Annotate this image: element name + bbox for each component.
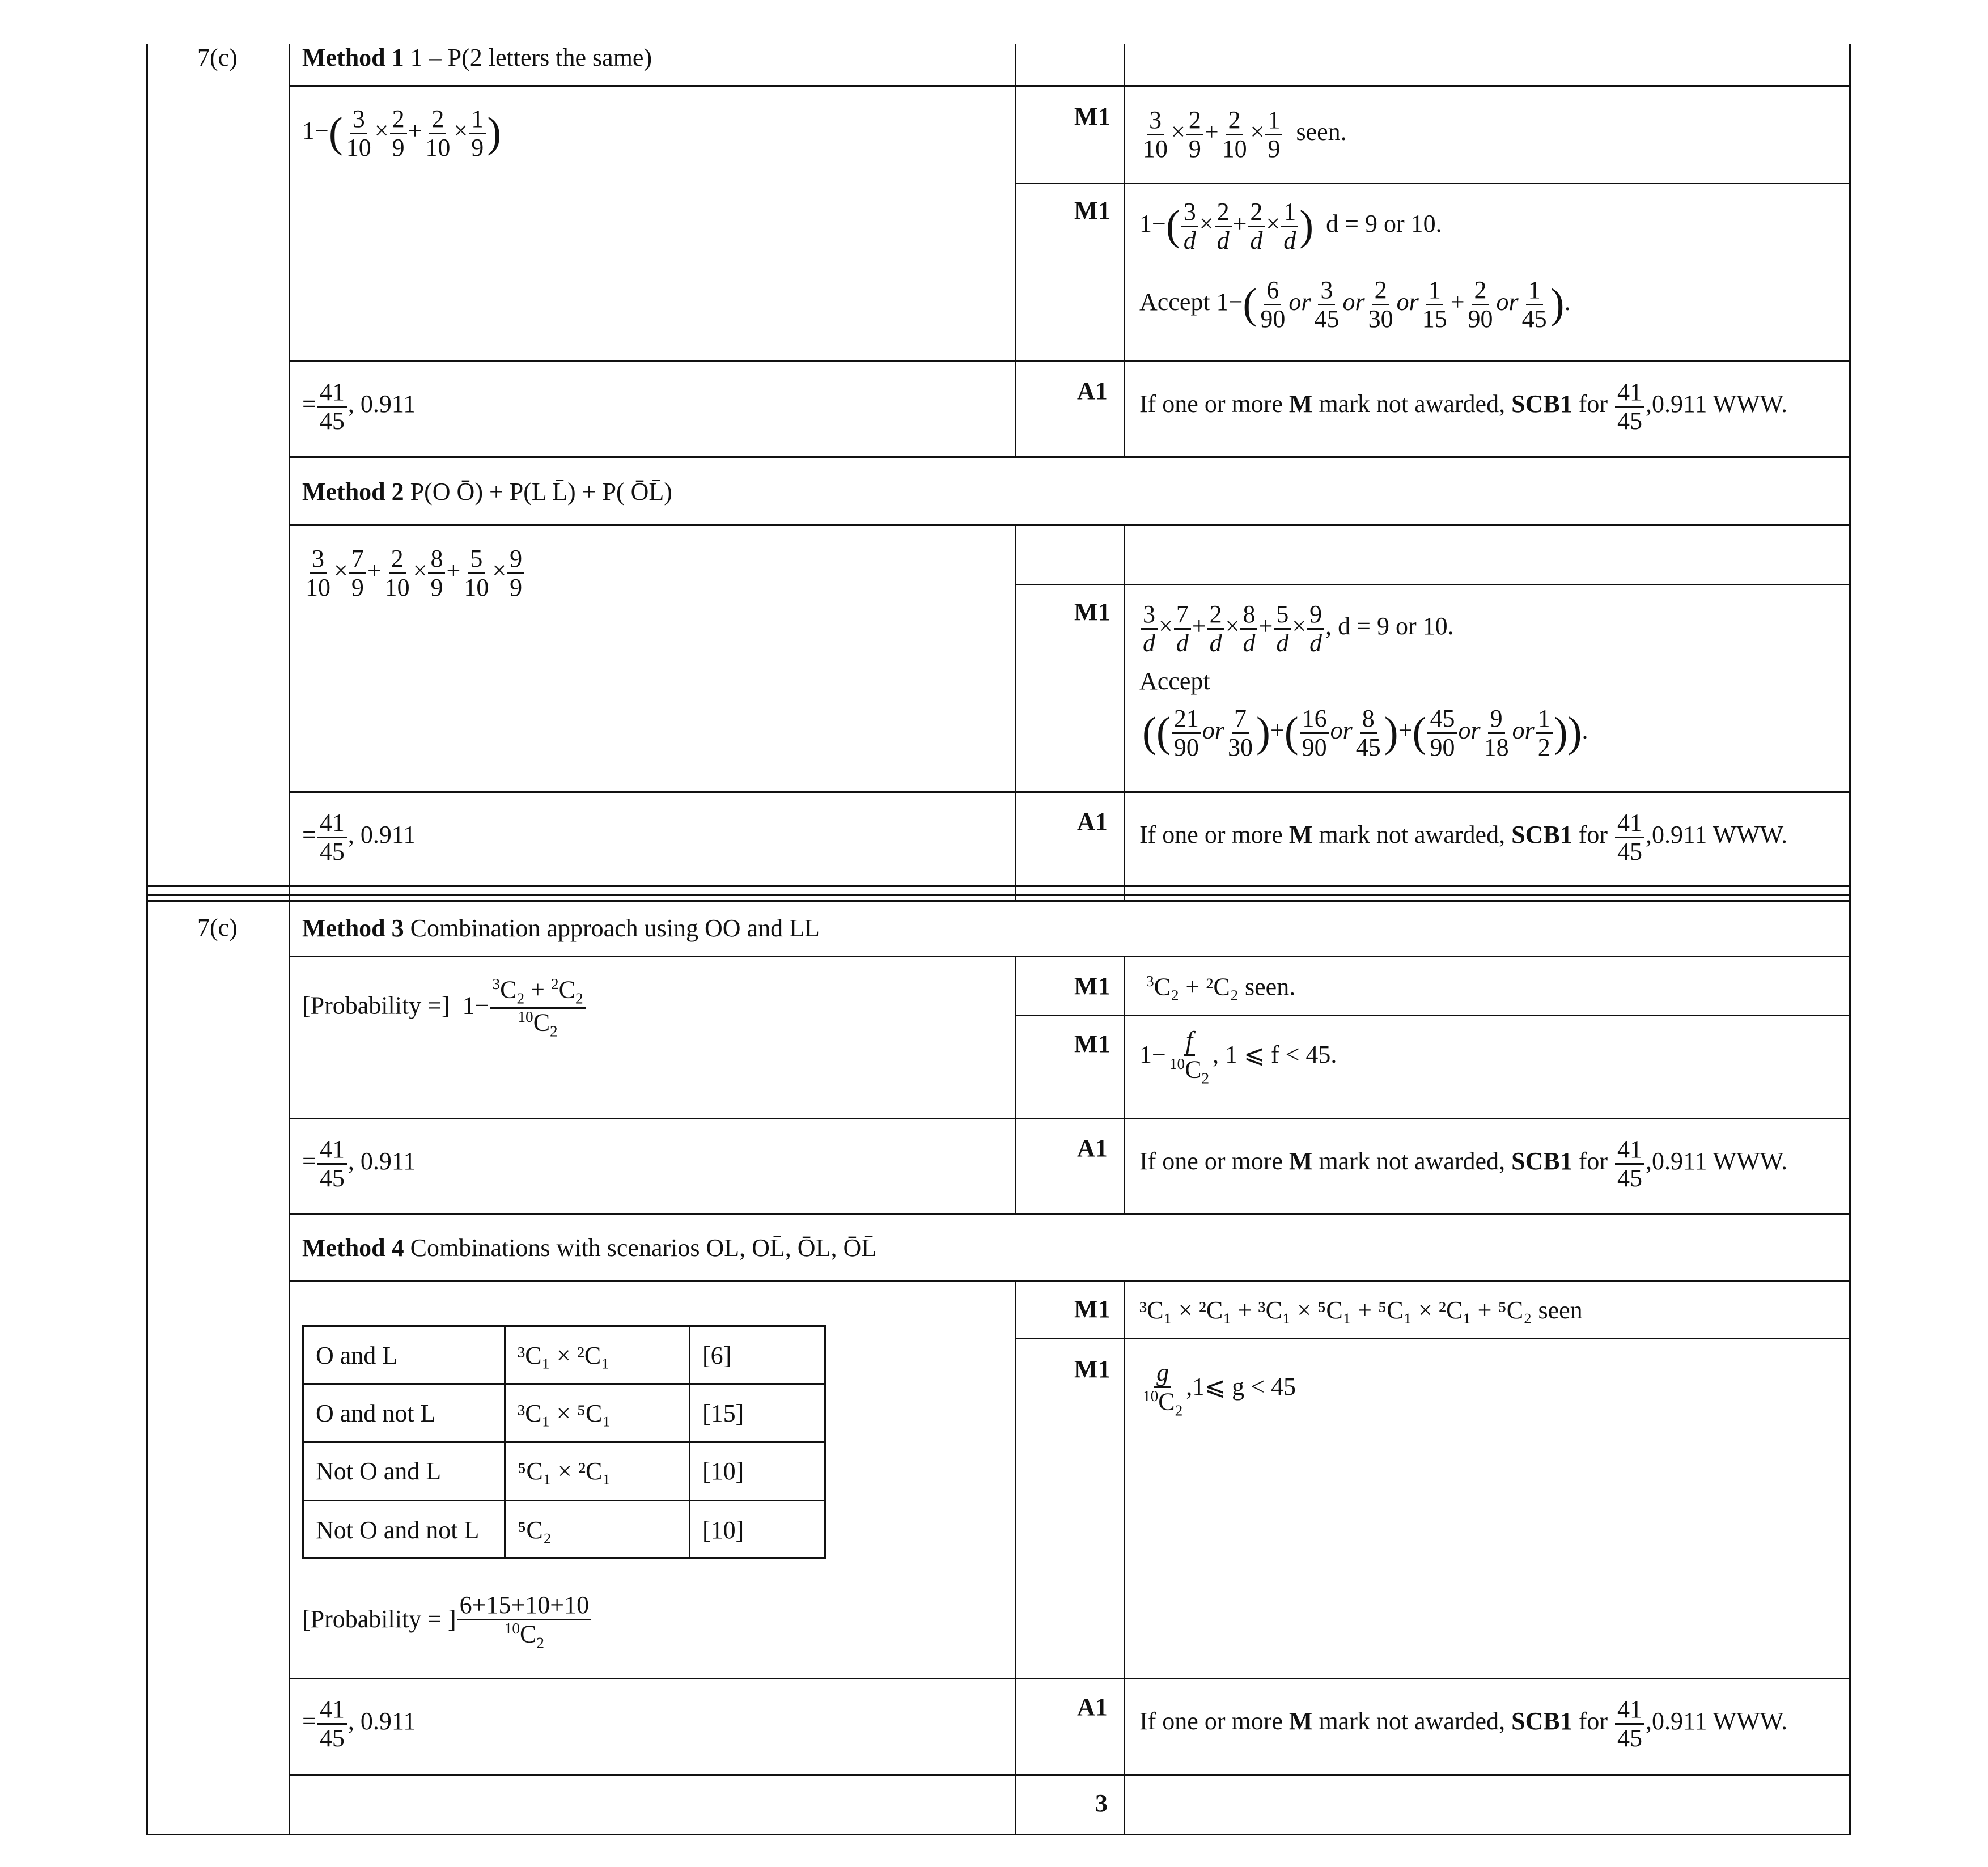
- divider-qcol: [289, 44, 290, 1835]
- question-label: 7(c): [197, 44, 238, 71]
- row-line: [289, 956, 1851, 957]
- row-line: [289, 1678, 1851, 1679]
- section-double-line: [146, 894, 1851, 896]
- table-cell: [15]: [702, 1399, 744, 1427]
- answer: = $\frac{41}{45}$ , 0.911: [302, 809, 416, 865]
- divider-marks-1b: [1124, 525, 1125, 901]
- answer-note: If one or more M mark not awarded, SCB1 for $\frac{41}{45}$ ,0.911 WWW.: [1139, 1135, 1788, 1192]
- row-line: [289, 1213, 1851, 1215]
- row-line: [289, 85, 1851, 87]
- method1-note-1: $\frac{3}{10}$ × $\frac{2}{9}$ + $\frac{2}{10}$ × $\frac{1}{9}$ seen.: [1143, 106, 1347, 163]
- answer-note: If one or more M mark not awarded, SCB1 for $\frac{41}{45}$ ,0.911 WWW.: [1139, 809, 1788, 865]
- method2-note: $\frac{3}{d}$ × $\frac{7}{d}$ + $\frac{2}{d}$ × $\frac{8}{d}$ + $\frac{5}{d}$ × $\frac{9}{d}$ , d = 9 or 10.: [1139, 601, 1454, 656]
- method2-title: Method 2 P(O Ō) + P(L L̄) + P( ŌL̄): [302, 478, 672, 506]
- table-cell: [10]: [702, 1516, 744, 1544]
- border-bottom: [146, 1834, 1851, 1835]
- divider-marks-2a: [1124, 957, 1125, 1214]
- divider-marks-2b: [1124, 1282, 1125, 1835]
- mark-m1: M1: [1074, 1295, 1110, 1323]
- table-cell: [6]: [702, 1342, 732, 1369]
- answer-note: If one or more M mark not awarded, SCB1 for $\frac{41}{45}$ ,0.911 WWW.: [1139, 1695, 1788, 1752]
- section-double-line: [146, 900, 1851, 902]
- method4-title: Method 4 Combinations with scenarios OL, OL̄, ŌL, ŌL̄: [302, 1234, 877, 1262]
- row-line: [289, 360, 1851, 362]
- method4-note-2: $\frac{g}{^{10}C_2}$ ,1⩽ g < 45: [1143, 1359, 1296, 1419]
- question-label: 7(c): [197, 914, 238, 941]
- border-left-2: [146, 901, 148, 1835]
- row-line: [1015, 1338, 1851, 1339]
- answer: = $\frac{41}{45}$ , 0.911: [302, 1135, 416, 1192]
- mark-a1: A1: [1077, 1134, 1108, 1162]
- table-cell: Not O and L: [316, 1457, 442, 1485]
- mark-m1: M1: [1074, 972, 1110, 1000]
- mark-m1: M1: [1074, 1030, 1110, 1058]
- table-cell: ⁵C₁ × ²C₁: [518, 1457, 611, 1485]
- table-cell: Not O and not L: [316, 1516, 480, 1544]
- mark-m1: M1: [1074, 103, 1110, 130]
- method2-accept-label: Accept: [1139, 667, 1210, 695]
- mark-m1: M1: [1074, 598, 1110, 626]
- mark-m1: M1: [1074, 197, 1110, 224]
- divider-answer-2b: [1015, 1282, 1016, 1835]
- row-line: [289, 1118, 1851, 1119]
- divider-answer-1b: [1015, 525, 1016, 901]
- scenario-table: [302, 1325, 826, 1559]
- divider-marks-1a: [1124, 44, 1125, 457]
- answer: = $\frac{41}{45}$ , 0.911: [302, 378, 416, 435]
- method4-working: [Probability = ] $\frac{6+15+10+10}{^{10}C_2}$: [302, 1592, 592, 1651]
- table-cell: [10]: [702, 1457, 744, 1485]
- method3-note-1: $^3$C₂ + ²C₂ seen.: [1146, 973, 1296, 1001]
- border-left: [146, 44, 148, 901]
- table-cell: ³C₁ × ⁵C₁: [518, 1399, 611, 1427]
- row-line: [289, 456, 1851, 458]
- row-line: [289, 791, 1851, 793]
- row-line: [146, 885, 1851, 887]
- table-cell: ⁵C₂: [518, 1516, 552, 1544]
- mark-m1: M1: [1074, 1355, 1110, 1383]
- method3-title: Method 3 Combination approach using OO and LL: [302, 914, 820, 942]
- table-cell: O and L: [316, 1342, 398, 1369]
- divider-answer-1a: [1015, 44, 1016, 457]
- row-line: [1015, 183, 1851, 184]
- row-line: [1015, 584, 1851, 585]
- border-right: [1849, 44, 1851, 1835]
- answer-note: If one or more M mark not awarded, SCB1 for $\frac{41}{45}$ ,0.911 WWW.: [1139, 378, 1788, 435]
- method1-accept: Accept 1−( $\frac{6}{90}$ or $\frac{3}{45}$ or $\frac{2}{30}$ or $\frac{1}{15}$ + $\frac{2}{90}$ or $\frac{1}{45}$ ).: [1139, 276, 1571, 333]
- mark-a1: A1: [1077, 808, 1108, 835]
- method1-working: 1−( $\frac{3}{10}$ × $\frac{2}{9}$ + $\frac{2}{10}$ × $\frac{1}{9}$ ): [302, 105, 502, 162]
- row-line: [1015, 1015, 1851, 1016]
- table-cell: O and not L: [316, 1399, 436, 1427]
- marks-total: 3: [1095, 1789, 1108, 1817]
- row-line: [289, 1280, 1851, 1282]
- method3-working: [Probability =] 1− $\frac{^3C_2 + ^2C_2}{^{10}C_2}$: [302, 976, 587, 1040]
- mark-a1: A1: [1077, 1693, 1108, 1721]
- answer: = $\frac{41}{45}$ , 0.911: [302, 1695, 416, 1752]
- method2-working: $\frac{3}{10}$ × $\frac{7}{9}$ + $\frac{2}{10}$ × $\frac{8}{9}$ + $\frac{5}{10}$ × $\frac{9}{9}$: [302, 545, 525, 601]
- method3-note-2: 1− $\frac{f}{^{10}C_2}$ , 1 ⩽ f < 45.: [1139, 1026, 1337, 1087]
- table-cell: ³C₁ × ²C₁: [518, 1342, 610, 1369]
- row-line: [289, 524, 1851, 526]
- method4-note-1: ³C₁ × ²C₁ + ³C₁ × ⁵C₁ + ⁵C₁ × ²C₁ + ⁵C₂ seen: [1139, 1296, 1583, 1324]
- method1-title: Method 1 1 – P(2 letters the same): [302, 44, 652, 71]
- method1-note-2: 1−( $\frac{3}{d}$ × $\frac{2}{d}$ + $\frac{2}{d}$ × $\frac{1}{d}$ ) d = 9 or 10.: [1139, 198, 1442, 254]
- mark-a1: A1: [1077, 377, 1108, 405]
- method2-accept: (( $\frac{21}{90}$ or $\frac{7}{30}$ )+( $\frac{16}{90}$ or $\frac{8}{45}$ )+( $\frac{45}{90}$ or $\frac{9}{18}$ or $\frac{1}{2}$ )).: [1142, 705, 1588, 761]
- divider-answer-2a: [1015, 957, 1016, 1214]
- row-line: [289, 1774, 1851, 1776]
